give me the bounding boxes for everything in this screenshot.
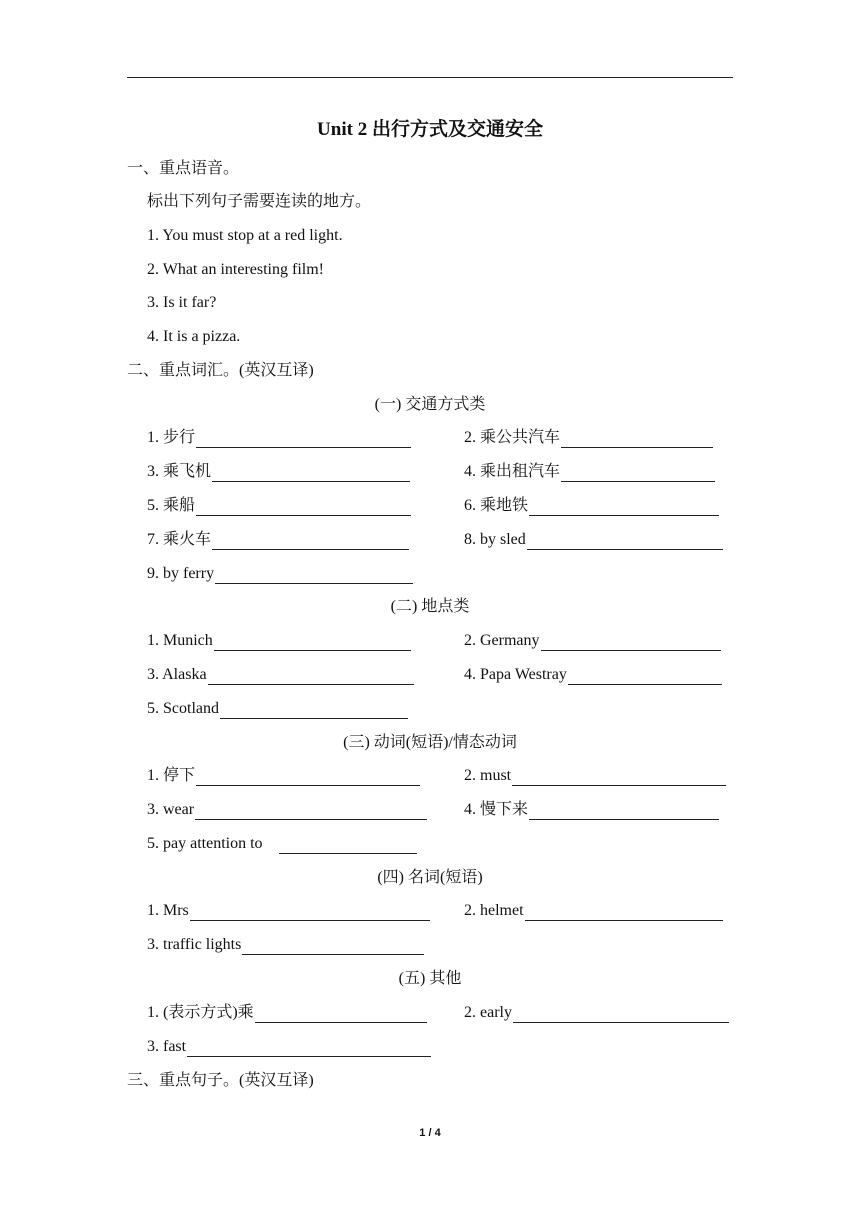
- vocab-term: 2. early: [464, 1004, 512, 1021]
- vocab-term: 5. pay attention to: [147, 835, 263, 852]
- vocab-term: 5. Scotland: [147, 700, 219, 717]
- answer-blank[interactable]: [212, 464, 410, 482]
- vocab-term: 1. 步行: [147, 429, 196, 446]
- answer-blank[interactable]: [568, 667, 722, 685]
- answer-blank[interactable]: [513, 1005, 729, 1023]
- vocab-term: 5. 乘船: [147, 497, 196, 514]
- header-rule: [127, 77, 733, 78]
- vocab-item: [147, 1003, 427, 1023]
- vocab-term: 4. Papa Westray: [464, 666, 567, 683]
- vocab-term: 9. by ferry: [147, 565, 215, 582]
- vocab-item: [464, 766, 726, 786]
- group-label-other: (五) 其他: [398, 970, 462, 987]
- vocab-item: [147, 766, 420, 786]
- answer-blank[interactable]: [529, 498, 719, 516]
- answer-blank[interactable]: [215, 566, 413, 584]
- answer-blank[interactable]: [561, 464, 715, 482]
- sentence-2: 2. What an interesting film!: [147, 261, 324, 278]
- vocab-term: 1. (表示方式)乘: [147, 1004, 254, 1021]
- vocab-item: [464, 800, 719, 820]
- vocab-item: [464, 1003, 729, 1023]
- group-label-nouns: (四) 名词(短语): [377, 869, 483, 886]
- answer-blank[interactable]: [212, 532, 409, 550]
- answer-blank[interactable]: [214, 633, 411, 651]
- answer-blank[interactable]: [208, 667, 414, 685]
- group-label-places: (二) 地点类: [390, 598, 470, 615]
- vocab-term: 1. Mrs: [147, 902, 189, 919]
- answer-blank[interactable]: [525, 903, 723, 921]
- answer-blank[interactable]: [187, 1039, 431, 1057]
- sentence-1: 1. You must stop at a red light.: [147, 227, 343, 244]
- vocab-term: 1. 停下: [147, 767, 196, 784]
- vocab-item: [147, 631, 411, 651]
- group-label-transport: (一) 交通方式类: [374, 396, 486, 413]
- vocab-term: 2. helmet: [464, 902, 524, 919]
- vocab-term: 3. fast: [147, 1038, 187, 1055]
- answer-blank[interactable]: [255, 1005, 427, 1023]
- answer-blank[interactable]: [190, 903, 430, 921]
- answer-blank[interactable]: [541, 633, 721, 651]
- answer-blank[interactable]: [279, 836, 417, 854]
- answer-blank[interactable]: [220, 701, 408, 719]
- vocab-term: 4. 慢下来: [464, 801, 529, 818]
- section1-heading: 一、重点语音。: [127, 160, 240, 177]
- vocab-term: 2. must: [464, 767, 512, 784]
- vocab-item: [147, 530, 409, 550]
- vocab-item: [464, 462, 715, 482]
- vocab-term: 2. 乘公共汽车: [464, 429, 561, 446]
- group-label-verbs: (三) 动词(短语)/情态动词: [343, 734, 517, 751]
- sentence-3: 3. Is it far?: [147, 294, 217, 311]
- vocab-term: 7. 乘火车: [147, 531, 212, 548]
- vocab-item: [464, 530, 723, 550]
- section3-heading: 三、重点句子。(英汉互译): [127, 1072, 314, 1089]
- vocab-term: 3. Alaska: [147, 666, 207, 683]
- vocab-term: 4. 乘出租汽车: [464, 463, 561, 480]
- answer-blank[interactable]: [529, 802, 719, 820]
- vocab-item: [147, 462, 410, 482]
- answer-blank[interactable]: [527, 532, 723, 550]
- vocab-item: [147, 428, 411, 448]
- section2-heading: 二、重点词汇。(英汉互译): [127, 362, 314, 379]
- vocab-item: [147, 564, 413, 584]
- vocab-term: 8. by sled: [464, 531, 526, 548]
- vocab-item: [464, 901, 723, 921]
- vocab-term: 1. Munich: [147, 632, 213, 649]
- vocab-term: 3. traffic lights: [147, 936, 242, 953]
- vocab-item: [147, 665, 414, 685]
- vocab-item: [464, 496, 719, 516]
- page-number: 1 / 4: [419, 1127, 441, 1139]
- vocab-term: 2. Germany: [464, 632, 540, 649]
- vocab-term: 6. 乘地铁: [464, 497, 529, 514]
- page-title: Unit 2 出行方式及交通安全: [317, 119, 543, 140]
- answer-blank[interactable]: [561, 430, 713, 448]
- vocab-item: [464, 631, 721, 651]
- sentence-4: 4. It is a pizza.: [147, 328, 241, 345]
- vocab-term: 3. wear: [147, 801, 195, 818]
- answer-blank[interactable]: [195, 802, 427, 820]
- vocab-item: [147, 935, 424, 955]
- answer-blank[interactable]: [196, 430, 411, 448]
- answer-blank[interactable]: [196, 768, 420, 786]
- vocab-item: [147, 699, 408, 719]
- vocab-item: [147, 901, 430, 921]
- answer-blank[interactable]: [512, 768, 726, 786]
- vocab-item: [464, 428, 713, 448]
- vocab-term: 3. 乘飞机: [147, 463, 212, 480]
- answer-blank[interactable]: [196, 498, 411, 516]
- vocab-item: [147, 496, 411, 516]
- vocab-item: [147, 834, 417, 854]
- section1-instruction: 标出下列句子需要连读的地方。: [147, 193, 372, 210]
- vocab-item: [147, 800, 427, 820]
- answer-blank[interactable]: [242, 937, 424, 955]
- vocab-item: [147, 1037, 431, 1057]
- vocab-item: [464, 665, 722, 685]
